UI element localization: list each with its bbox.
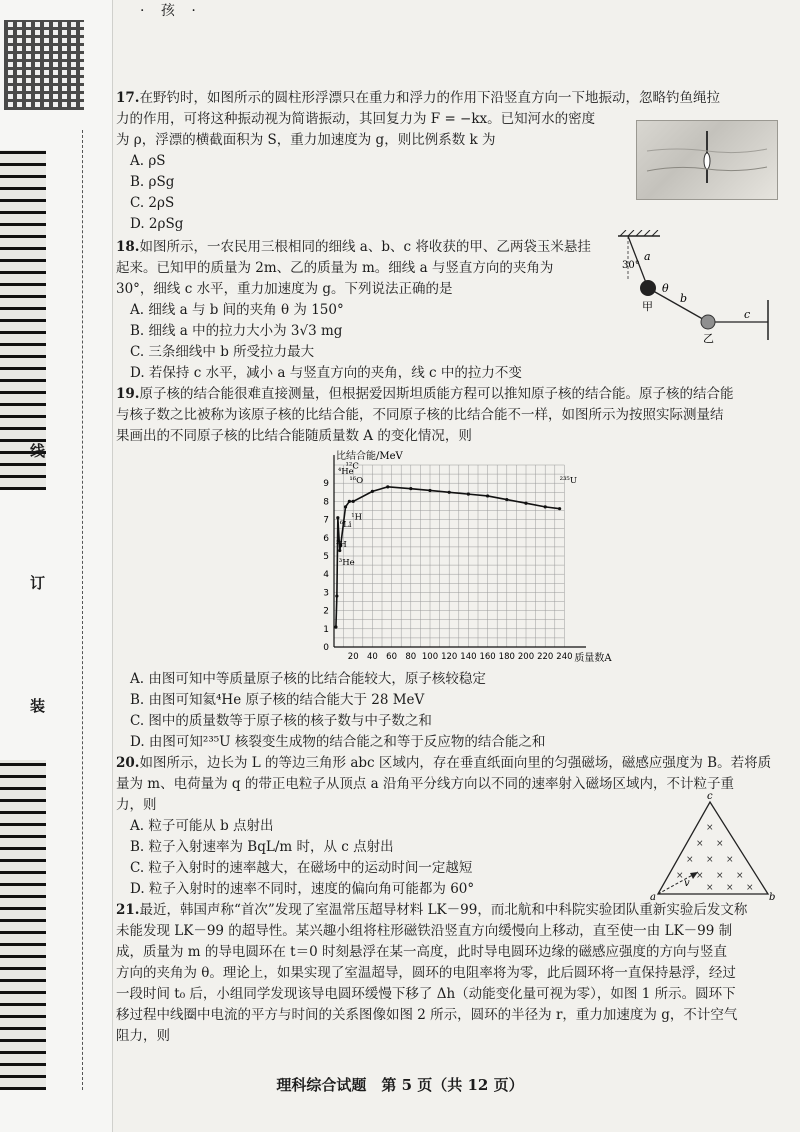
x-tick-label: 60 bbox=[386, 652, 398, 662]
data-point bbox=[409, 487, 412, 490]
margin-barcode-lower bbox=[0, 760, 46, 1090]
q21-line-1: 21.最近，韩国声称“首次”发现了室温常压超导材料 LK－99，而北航和中科院实验团队重新实验后发文称 bbox=[116, 902, 748, 918]
x-tick-label: 80 bbox=[405, 652, 417, 662]
binding-energy-chart bbox=[306, 447, 636, 669]
svg-text:×: × bbox=[746, 883, 754, 893]
top-header: · 孩 · bbox=[140, 3, 202, 19]
x-tick-label: 240 bbox=[556, 652, 573, 662]
label-b: b bbox=[680, 292, 688, 305]
q20-option-c: C. 粒子入射时的速率越大，在磁场中的运动时间一定越短 bbox=[130, 860, 473, 876]
question-19 bbox=[116, 384, 788, 447]
cut-line bbox=[82, 130, 83, 1090]
y-tick-label: 6 bbox=[323, 533, 329, 544]
margin-barcode-upper bbox=[0, 150, 46, 490]
page-footer: 理科综合试题 第 5 页（共 12 页） bbox=[276, 1076, 524, 1094]
data-point bbox=[558, 507, 561, 510]
data-point bbox=[334, 625, 337, 628]
q18-option-d: D. 若保持 c 水平，减小 a 与竖直方向的夹角，线 c 中的拉力不变 bbox=[130, 365, 522, 381]
y-tick-label: 4 bbox=[323, 570, 329, 581]
svg-text:×: × bbox=[706, 883, 714, 893]
q19-line-2: 与核子数之比被称为该原子核的比结合能，不同原子核的比结合能不一样，如图所示为按照实际测量结 bbox=[116, 407, 724, 423]
label-c: c bbox=[744, 308, 751, 321]
q18-line-3: 30°，细线 c 水平，重力加速度为 g。下列说法正确的是 bbox=[116, 281, 453, 297]
nuclide-label: ¹²C bbox=[345, 461, 359, 472]
q17-option-b: B. ρSg bbox=[130, 174, 175, 190]
q20-option-a: A. 粒子可能从 b 点射出 bbox=[130, 818, 274, 834]
nuclide-label: ²H bbox=[335, 539, 347, 550]
q18-line-2: 起来。已知甲的质量为 2m、乙的质量为 m。细线 a 与竖直方向的夹角为 bbox=[116, 260, 554, 276]
x-tick-label: 160 bbox=[479, 652, 496, 662]
data-point bbox=[352, 500, 355, 503]
svg-text:×: × bbox=[696, 839, 704, 849]
angle-label: 30° bbox=[622, 260, 640, 271]
q18-option-c: C. 三条细线中 b 所受拉力最大 bbox=[130, 344, 315, 360]
vertex-a: a bbox=[650, 892, 656, 902]
nuclide-label: ²³⁵U bbox=[559, 476, 577, 487]
nuclide-label: ¹H bbox=[351, 512, 363, 523]
velocity-label: v bbox=[684, 878, 690, 889]
y-tick-label: 3 bbox=[323, 588, 329, 599]
y-tick-label: 1 bbox=[323, 624, 329, 635]
y-tick-label: 7 bbox=[323, 515, 329, 526]
label-theta: θ bbox=[662, 282, 669, 295]
q17-option-d: D. 2ρSg bbox=[130, 216, 184, 232]
data-point bbox=[544, 505, 547, 508]
y-tick-label: 8 bbox=[323, 497, 329, 508]
question-21 bbox=[116, 900, 788, 1047]
data-point bbox=[335, 594, 338, 597]
data-point bbox=[428, 489, 431, 492]
binding-margin-strip bbox=[0, 0, 113, 1132]
nuclide-label: ³He bbox=[338, 558, 355, 569]
q17-line-3: 为 ρ，浮漂的横截面积为 S，重力加速度为 g，则比例系数 k 为 bbox=[116, 132, 496, 148]
q20-line-1: 20.如图所示，边长为 L 的等边三角形 abc 区域内，存在垂直纸面向里的匀强磁场，磁感应强度为 B。若将质 bbox=[116, 755, 772, 771]
margin-label-zhuang: 装 bbox=[30, 697, 46, 715]
svg-text:×: × bbox=[686, 855, 694, 865]
x-tick-label: 220 bbox=[537, 652, 554, 662]
vertex-b: b bbox=[769, 892, 776, 902]
margin-label-xian: 线 bbox=[30, 442, 46, 460]
data-point bbox=[448, 491, 451, 494]
x-axis-label: 质量数A bbox=[574, 653, 612, 664]
data-point bbox=[386, 485, 389, 488]
data-point bbox=[486, 494, 489, 497]
svg-text:×: × bbox=[716, 871, 724, 881]
q21-line-4: 方向的夹角为 θ。理论上，如果实现了室温超导，圆环的电阻率将为零，此后圆环将一直保持悬浮，经过 bbox=[116, 965, 736, 981]
q19-option-c: C. 图中的质量数等于原子核的核子数与中子数之和 bbox=[130, 713, 432, 729]
svg-text:×: × bbox=[726, 883, 734, 893]
q21-line-7: 阻力，则 bbox=[116, 1028, 170, 1044]
x-tick-label: 140 bbox=[460, 652, 477, 662]
x-tick-label: 120 bbox=[441, 652, 458, 662]
data-point bbox=[505, 498, 508, 501]
svg-text:×: × bbox=[706, 823, 714, 833]
qr-code bbox=[4, 20, 84, 110]
nuclide-label: ⁴He bbox=[337, 467, 354, 478]
q17-line-2: 力的作用，可将这种振动视为简谐振动，其回复力为 F = −kx。已知河水的密度 bbox=[116, 111, 596, 127]
label-a: a bbox=[644, 250, 651, 263]
y-axis-label: 比结合能/MeV bbox=[336, 451, 403, 462]
x-tick-label: 100 bbox=[421, 652, 439, 662]
x-tick-label: 200 bbox=[517, 652, 535, 662]
q21-line-2: 未能发现 LK－99 的超导性。某兴趣小组将柱形磁铁沿竖直方向缓慢向上移动，直至使一由 LK－99 制 bbox=[116, 923, 733, 939]
x-tick-label: 20 bbox=[347, 652, 359, 662]
data-point bbox=[348, 500, 351, 503]
svg-text:×: × bbox=[726, 855, 734, 865]
q18-option-b: B. 细线 a 中的拉力大小为 3√3 mg bbox=[130, 323, 343, 339]
data-point bbox=[371, 490, 374, 493]
svg-text:×: × bbox=[676, 871, 684, 881]
label-yi: 乙 bbox=[703, 332, 714, 345]
q21-line-6: 移过程中线圈中电流的平方与时间的关系图像如图 2 所示，圆环的半径为 r，重力加速度为 g，不计空气 bbox=[116, 1007, 738, 1023]
q21-line-3: 成，质量为 m 的导电圆环在 t＝0 时刻悬浮在某一高度，此时导电圆环边缘的磁感应强度的方向与竖直 bbox=[116, 944, 727, 960]
y-tick-label: 5 bbox=[323, 552, 329, 562]
question-20 bbox=[116, 753, 788, 816]
q17-option-c: C. 2ρS bbox=[130, 195, 175, 211]
q17-line-1: 17.在野钓时，如图所示的圆柱形浮漂只在重力和浮力的作用下沿竖直方向一下地振动，忽略钓鱼绳拉 bbox=[116, 90, 720, 106]
q20-line-2: 量为 m、电荷量为 q 的带正电粒子从顶点 a 沿角平分线方向以不同的速率射入磁场区域内，不计粒子重 bbox=[116, 776, 734, 792]
page-content bbox=[116, 88, 788, 1047]
data-point bbox=[467, 493, 470, 496]
q19-line-1: 19.原子核的结合能很难直接测量，但根据爱因斯坦质能方程可以推知原子核的结合能。原子核的结合能 bbox=[116, 386, 734, 402]
x-tick-label: 40 bbox=[366, 652, 378, 662]
question-18 bbox=[116, 237, 606, 300]
q20-option-b: B. 粒子入射速率为 BqL/m 时，从 c 点射出 bbox=[130, 839, 394, 855]
nuclide-label: ¹⁶O bbox=[349, 476, 364, 487]
svg-text:×: × bbox=[696, 871, 704, 881]
y-tick-label: 2 bbox=[323, 606, 329, 617]
data-point bbox=[524, 502, 527, 505]
nuclide-label: ⁶Li bbox=[339, 519, 352, 530]
question-17 bbox=[116, 88, 720, 151]
vertex-c: c bbox=[707, 791, 713, 802]
q18-option-a: A. 细线 a 与 b 间的夹角 θ 为 150° bbox=[130, 302, 344, 318]
q17-option-a: A. ρS bbox=[130, 153, 166, 169]
label-jia: 甲 bbox=[642, 300, 653, 313]
x-tick-label: 180 bbox=[498, 652, 515, 662]
svg-text:×: × bbox=[736, 871, 744, 881]
q19-option-a: A. 由图可知中等质量原子核的比结合能较大，原子核较稳定 bbox=[130, 671, 486, 687]
svg-text:×: × bbox=[706, 855, 714, 865]
q19-option-d: D. 由图可知²³⁵U 核裂变生成物的结合能之和等于反应物的结合能之和 bbox=[130, 734, 546, 750]
q20-option-d: D. 粒子入射时的速率不同时，速度的偏向角可能都为 60° bbox=[130, 881, 475, 897]
q21-line-5: 一段时间 t₀ 后，小组同学发现该导电圆环缓慢下移了 Δh（动能变化量可视为零），如图 1 所示。圆环下 bbox=[116, 986, 736, 1002]
q18-line-1: 18.如图所示，一农民用三根相同的细线 a、b、c 将收获的甲、乙两袋玉米悬挂 bbox=[116, 239, 591, 255]
y-tick-label: 0 bbox=[323, 643, 329, 653]
q19-line-3: 果画出的不同原子核的比结合能随质量数 A 的变化情况，则 bbox=[116, 428, 472, 444]
y-tick-label: 9 bbox=[323, 479, 329, 490]
margin-label-ding: 订 bbox=[30, 574, 46, 592]
q20-line-3: 力，则 bbox=[116, 797, 157, 813]
svg-text:×: × bbox=[716, 839, 724, 849]
data-point bbox=[344, 505, 347, 508]
q19-option-b: B. 由图可知氦⁴He 原子核的结合能大于 28 MeV bbox=[130, 692, 425, 708]
